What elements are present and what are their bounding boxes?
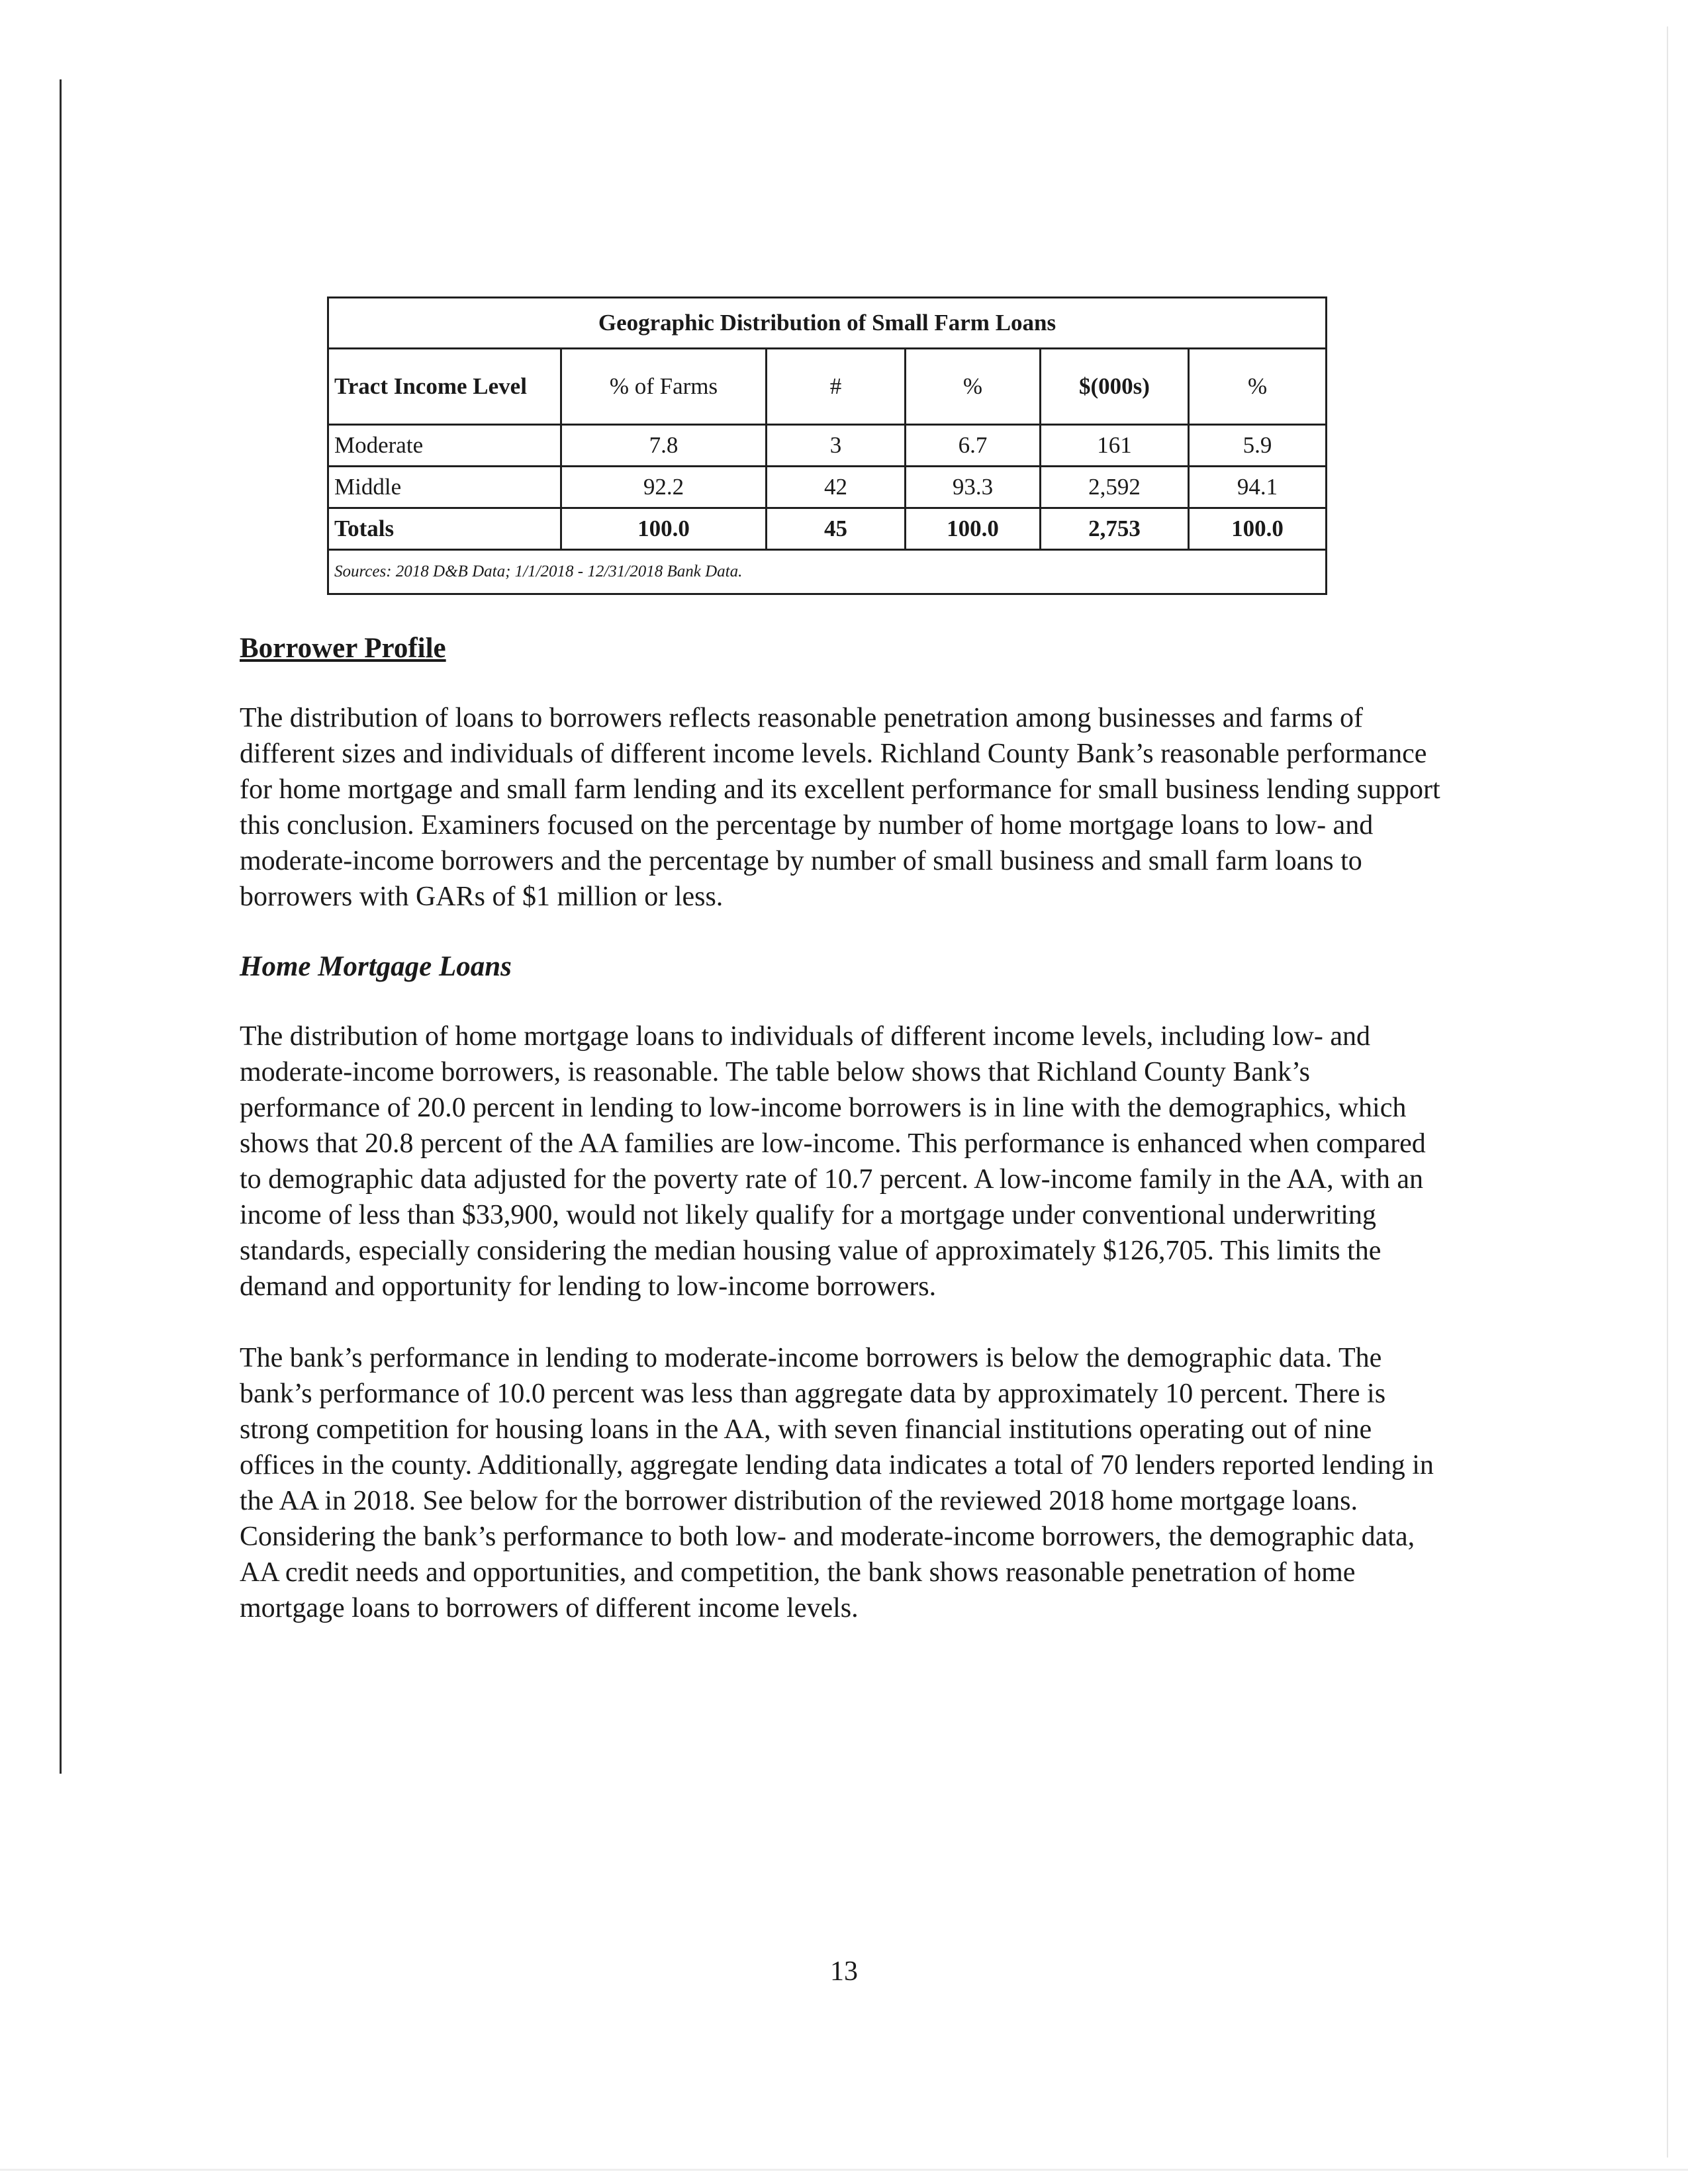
cell-level: Middle (328, 467, 561, 508)
table-title-row (328, 298, 1327, 349)
cell-totals-pct-count: 100.0 (906, 508, 1041, 550)
home-mortgage-heading: Home Mortgage Loans (240, 951, 512, 982)
cell-totals-label: Totals (328, 508, 561, 550)
cell-pct-farms: 7.8 (561, 425, 767, 467)
scan-edge-right (1667, 26, 1668, 2158)
table-row (328, 425, 1327, 467)
borrower-profile-paragraph: The distribution of loans to borrowers reflects reasonable penetration among businesses and farms of different sizes and individuals of different income levels. Richland County Bank’s reasonable performance for home mortgage and small farm lending and its excellent performance for small business lending support this conclusion. Examiners focused on the percentage by number of home mortgage loans to low- and moderate-income borrowers and the percentage by number of small business and small farm loans to borrowers with GARs of $1 million or less. (240, 703, 1440, 912)
home-mortgage-paragraph-2: The bank’s performance in lending to moderate-income borrowers is below the demographic data. The bank’s performance of 10.0 percent was less than aggregate data by approximately 10 percent. There is strong competition for housing loans in the AA, with seven financial institutions operating out of nine offices in the county. Additionally, aggregate lending data indicates a total of 70 lenders reported lending in the AA in 2018. See below for the borrower distribution of the reviewed 2018 home mortgage loans. Considering the bank’s performance to both low- and moderate-income borrowers, the demographic data, AA credit needs and opportunities, and competition, the bank shows reasonable penetration of home mortgage loans to borrowers of different income levels. (240, 1343, 1434, 1623)
cell-amount: 2,592 (1041, 467, 1189, 508)
cell-totals-pct-farms: 100.0 (561, 508, 767, 550)
table-row (328, 467, 1327, 508)
geo-distribution-table (327, 296, 1327, 595)
cell-amount: 161 (1041, 425, 1189, 467)
cell-pct-count: 6.7 (906, 425, 1041, 467)
column-header-pct-count: % (906, 349, 1041, 425)
table-header-row (328, 349, 1327, 425)
cell-totals-pct-amount: 100.0 (1189, 508, 1327, 550)
table-totals-row (328, 508, 1327, 550)
scan-edge-left (60, 79, 62, 1774)
home-mortgage-paragraph-1: The distribution of home mortgage loans to individuals of different income levels, including low- and moderate-income borrowers, is reasonable. The table below shows that Richland County Bank’s performance of 20.0 percent in lending to low-income borrowers is in line with the demographics, which shows that 20.8 percent of the AA families are low-income. This performance is enhanced when compared to demographic data adjusted for the poverty rate of 10.7 percent. A low-income family in the AA, with an income of less than $33,900, would not likely qualify for a mortgage under conventional underwriting standards, especially considering the median housing value of approximately $126,705. This limits the demand and opportunity for lending to low-income borrowers. (240, 1021, 1426, 1302)
scan-edge-bottom (0, 2169, 1688, 2171)
borrower-profile-heading: Borrower Profile (240, 633, 446, 664)
cell-totals-amount: 2,753 (1041, 508, 1189, 550)
cell-level: Moderate (328, 425, 561, 467)
cell-pct-count: 93.3 (906, 467, 1041, 508)
column-header-amount: $(000s) (1041, 349, 1189, 425)
table-source-row (328, 550, 1327, 594)
geo-distribution-table-container (327, 296, 1325, 595)
cell-pct-amount: 5.9 (1189, 425, 1327, 467)
column-header-tract-income-level: Tract Income Level (328, 349, 561, 425)
cell-pct-amount: 94.1 (1189, 467, 1327, 508)
table-source-note: Sources: 2018 D&B Data; 1/1/2018 - 12/31/2018 Bank Data. (328, 550, 1327, 594)
document-body (240, 632, 1451, 1662)
cell-count: 3 (767, 425, 906, 467)
page-number: 13 (830, 1956, 858, 1987)
column-header-pct-amount: % (1189, 349, 1327, 425)
column-header-pct-farms: % of Farms (561, 349, 767, 425)
table-title: Geographic Distribution of Small Farm Loans (328, 298, 1327, 349)
column-header-count: # (767, 349, 906, 425)
cell-totals-count: 45 (767, 508, 906, 550)
cell-pct-farms: 92.2 (561, 467, 767, 508)
cell-count: 42 (767, 467, 906, 508)
